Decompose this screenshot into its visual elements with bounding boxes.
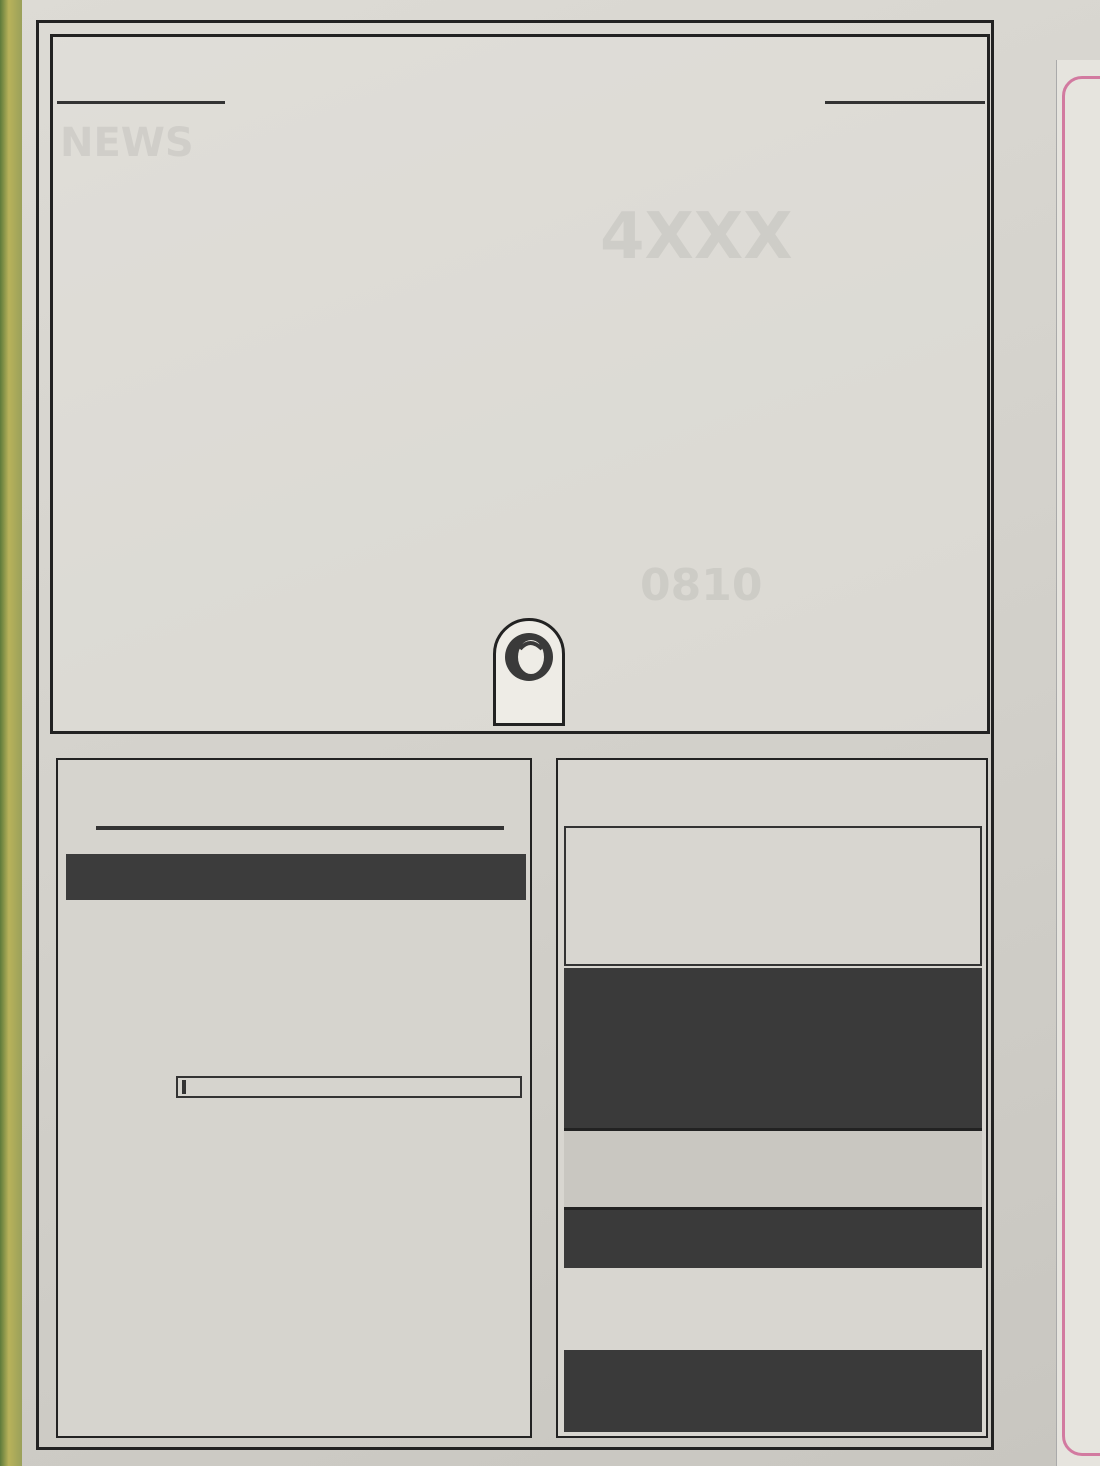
enquiry-panel — [564, 1350, 982, 1432]
draws-banner — [66, 854, 526, 900]
pair-box — [564, 1128, 982, 1210]
rich-fred-advert — [56, 758, 532, 1438]
kg-logo — [493, 618, 565, 726]
adjacent-page-edge — [0, 0, 22, 1466]
attention-label — [182, 1080, 186, 1094]
head-silhouette-icon — [496, 627, 562, 687]
adjacent-pink-frame — [1062, 76, 1100, 1456]
tunsco-advert — [556, 758, 988, 1438]
attention-box — [176, 1076, 522, 1098]
advert-rate-announcement — [50, 34, 990, 734]
tunsco-result-panel — [564, 968, 982, 1268]
title-rule-left — [57, 101, 225, 104]
rich-fred-tagline — [96, 826, 504, 830]
title-rule-right — [825, 101, 985, 104]
tunsco-intro-box — [564, 826, 982, 966]
